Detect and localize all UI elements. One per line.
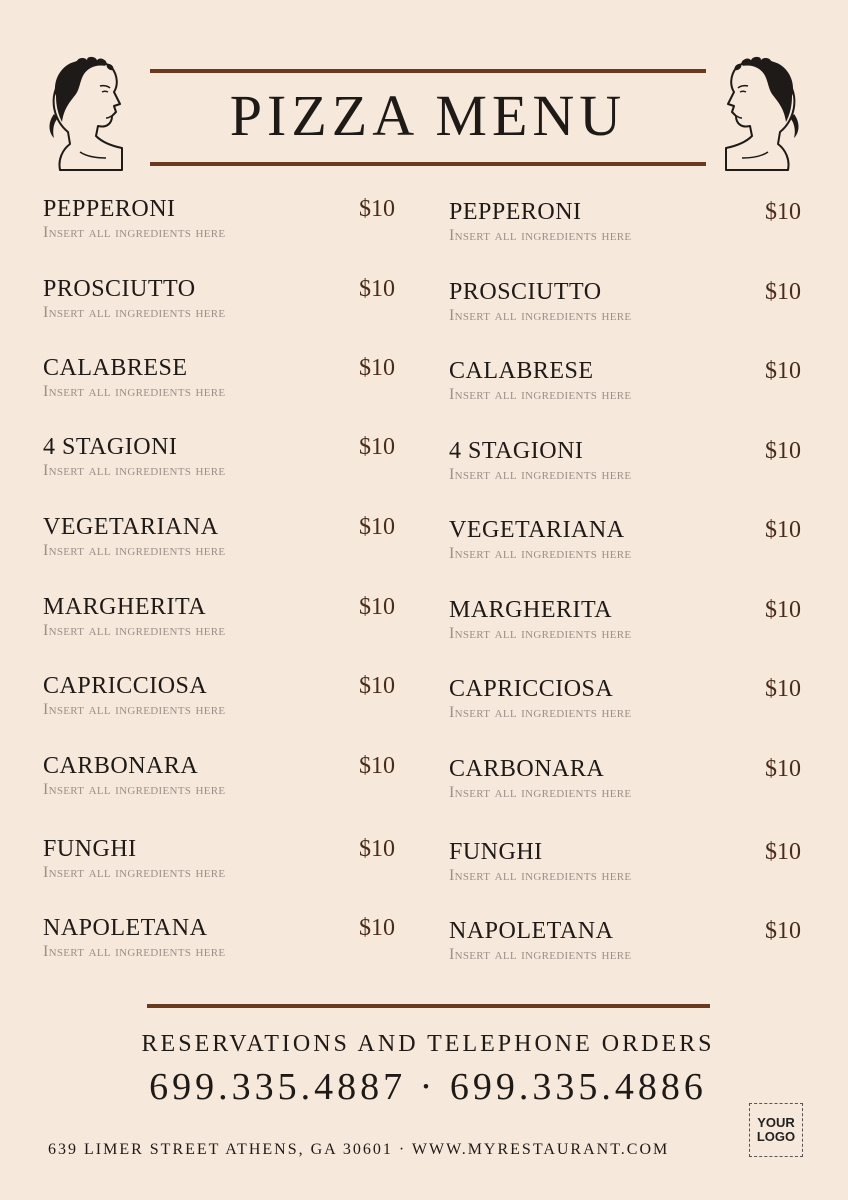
menu-item-description: Insert all ingredients here bbox=[43, 542, 226, 559]
menu-item-price: $10 bbox=[765, 839, 801, 865]
header-top-rule bbox=[150, 69, 706, 73]
menu-item-price: $10 bbox=[359, 753, 395, 779]
menu-item-price: $10 bbox=[765, 438, 801, 464]
menu-item-description: Insert all ingredients here bbox=[43, 701, 226, 718]
menu-item-price: $10 bbox=[359, 594, 395, 620]
menu-item-price: $10 bbox=[359, 514, 395, 540]
menu-item-name: CALABRESE bbox=[43, 355, 188, 381]
menu-item-price: $10 bbox=[765, 918, 801, 944]
phone-numbers: 699.335.4887 · 699.335.4886 bbox=[149, 1066, 707, 1108]
footer-rule bbox=[147, 1004, 710, 1008]
logo-text-line2: LOGO bbox=[756, 1129, 796, 1144]
menu-item-price: $10 bbox=[359, 836, 395, 862]
menu-item-description: Insert all ingredients here bbox=[43, 781, 226, 798]
logo-placeholder bbox=[749, 1103, 803, 1157]
menu-item-description: Insert all ingredients here bbox=[43, 864, 226, 881]
address-line: 639 LIMER STREET ATHENS, GA 30601 · WWW.MYRESTAURANT.COM bbox=[48, 1141, 670, 1158]
menu-item-description: Insert all ingredients here bbox=[449, 307, 632, 324]
menu-item-description: Insert all ingredients here bbox=[449, 545, 632, 562]
menu-item-description: Insert all ingredients here bbox=[449, 625, 632, 642]
menu-item-description: Insert all ingredients here bbox=[449, 704, 632, 721]
menu-item-description: Insert all ingredients here bbox=[43, 224, 226, 241]
menu-item-price: $10 bbox=[765, 517, 801, 543]
menu-item-name: FUNGHI bbox=[449, 839, 543, 865]
menu-item-name: 4 STAGIONI bbox=[449, 438, 584, 464]
menu-item-description: Insert all ingredients here bbox=[43, 622, 226, 639]
menu-item-description: Insert all ingredients here bbox=[449, 946, 632, 963]
menu-item-price: $10 bbox=[359, 434, 395, 460]
menu-item-price: $10 bbox=[359, 355, 395, 381]
menu-item-description: Insert all ingredients here bbox=[43, 304, 226, 321]
menu-item-name: PROSCIUTTO bbox=[43, 276, 196, 302]
menu-item-name: MARGHERITA bbox=[449, 597, 613, 623]
menu-item-name: FUNGHI bbox=[43, 836, 137, 862]
menu-item-description: Insert all ingredients here bbox=[43, 383, 226, 400]
header-bottom-rule bbox=[150, 162, 706, 166]
menu-item-description: Insert all ingredients here bbox=[449, 386, 632, 403]
menu-item-price: $10 bbox=[359, 673, 395, 699]
menu-item-price: $10 bbox=[359, 915, 395, 941]
menu-item-name: CAPRICCIOSA bbox=[449, 676, 614, 702]
menu-item-price: $10 bbox=[359, 276, 395, 302]
menu-item-name: CARBONARA bbox=[449, 756, 605, 782]
menu-item-description: Insert all ingredients here bbox=[43, 462, 226, 479]
menu-item-name: NAPOLETANA bbox=[43, 915, 208, 941]
page-title: PIZZA MENU bbox=[229, 83, 627, 148]
menu-item-name: MARGHERITA bbox=[43, 594, 207, 620]
menu-item-name: PEPPERONI bbox=[449, 199, 582, 225]
menu-item-price: $10 bbox=[765, 676, 801, 702]
menu-item-name: VEGETARIANA bbox=[449, 517, 625, 543]
roman-bust-icon bbox=[720, 52, 808, 176]
menu-item-price: $10 bbox=[765, 756, 801, 782]
menu-item-price: $10 bbox=[765, 279, 801, 305]
roman-bust-icon bbox=[40, 52, 128, 176]
menu-item-name: CALABRESE bbox=[449, 358, 594, 384]
menu-item-name: 4 STAGIONI bbox=[43, 434, 178, 460]
menu-item-price: $10 bbox=[765, 199, 801, 225]
menu-item-price: $10 bbox=[765, 597, 801, 623]
menu-item-name: VEGETARIANA bbox=[43, 514, 219, 540]
menu-item-name: PEPPERONI bbox=[43, 196, 176, 222]
reservations-heading: RESERVATIONS AND TELEPHONE ORDERS bbox=[141, 1031, 715, 1057]
menu-item-name: CAPRICCIOSA bbox=[43, 673, 208, 699]
menu-item-description: Insert all ingredients here bbox=[449, 227, 632, 244]
menu-item-description: Insert all ingredients here bbox=[43, 943, 226, 960]
menu-item-price: $10 bbox=[359, 196, 395, 222]
menu-item-name: PROSCIUTTO bbox=[449, 279, 602, 305]
menu-item-name: CARBONARA bbox=[43, 753, 199, 779]
logo-text-line1: YOUR bbox=[757, 1115, 795, 1130]
menu-item-name: NAPOLETANA bbox=[449, 918, 614, 944]
menu-item-description: Insert all ingredients here bbox=[449, 466, 632, 483]
menu-item-description: Insert all ingredients here bbox=[449, 867, 632, 884]
menu-item-price: $10 bbox=[765, 358, 801, 384]
menu-item-description: Insert all ingredients here bbox=[449, 784, 632, 801]
